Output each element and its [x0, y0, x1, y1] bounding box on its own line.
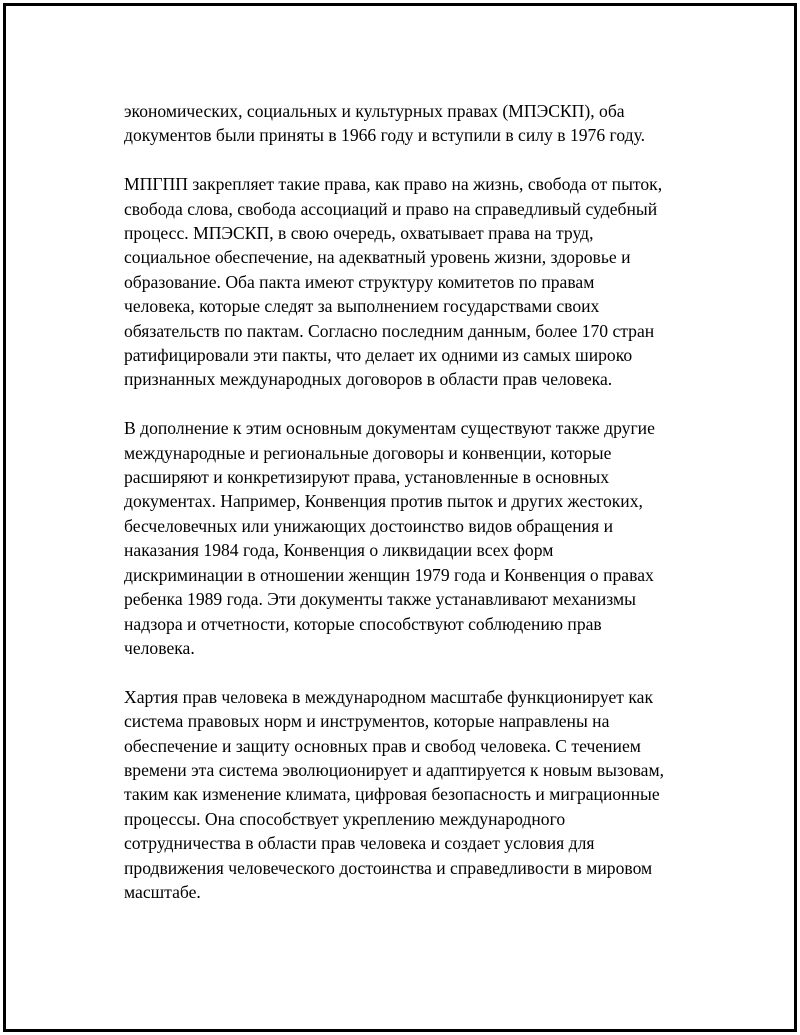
- text-line: наказания 1984 года, Конвенция о ликвидации всех форм: [124, 540, 554, 561]
- text-line: Хартия прав человека в международном масштабе функционирует как: [124, 686, 654, 707]
- text-line: ребенка 1989 года. Эти документы также устанавливают механизмы: [124, 589, 636, 610]
- paragraph-4: [124, 685, 700, 905]
- text-line: социальное обеспечение, на адекватный уровень жизни, здоровье и: [124, 247, 631, 268]
- text-line: обеспечение и защиту основных прав и свобод человека. С течением: [124, 735, 641, 756]
- text-line: экономических, социальных и культурных правах (МПЭСКП), оба: [124, 101, 625, 121]
- text-line: масштабе.: [124, 881, 201, 902]
- text-line: человека, которые следят за выполнением государствами своих: [124, 296, 600, 317]
- text-line: система правовых норм и инструментов, которые направлены на: [124, 711, 610, 732]
- paragraph-3: [124, 416, 700, 660]
- text-line: признанных международных договоров в области прав человека.: [124, 369, 613, 390]
- text-line: ратифицировали эти пакты, что делает их одними из самых широко: [124, 345, 633, 366]
- paragraph-2: [124, 172, 700, 392]
- text-line: сотрудничества в области прав человека и создает условия для: [124, 833, 595, 854]
- text-line: документов были приняты в 1966 году и вступили в силу в 1976 году.: [124, 125, 645, 146]
- text-line: документах. Например, Конвенция против пыток и других жестоких,: [124, 491, 643, 512]
- text-line: продвижения человеческого достоинства и справедливости в мировом: [124, 857, 653, 878]
- text-line: процессы. Она способствует укреплению международного: [124, 808, 566, 829]
- text-line: В дополнение к этим основным документам существуют также другие: [124, 418, 655, 439]
- document-body: [124, 99, 700, 929]
- text-line: надзора и отчетности, которые способствуют соблюдению прав: [124, 613, 602, 634]
- text-line: бесчеловечных или унижающих достоинство видов обращения и: [124, 515, 613, 536]
- text-line: таким как изменение климата, цифровая безопасность и миграционные: [124, 784, 660, 805]
- text-line: МПГПП закрепляет такие права, как право на жизнь, свобода от пыток,: [124, 174, 663, 195]
- text-line: времени эта система эволюционирует и адаптируется к новым вызовам,: [124, 759, 665, 780]
- text-line: обязательств по пактам. Согласно последним данным, более 170 стран: [124, 320, 655, 341]
- text-line: процесс. МПЭСКП, в свою очередь, охватывает права на труд,: [124, 223, 594, 244]
- text-line: человека.: [124, 637, 195, 658]
- page-frame: [3, 3, 797, 1032]
- text-line: образование. Оба пакта имеют структуру комитетов по правам: [124, 271, 595, 292]
- paragraph-1: [124, 99, 700, 148]
- text-line: расширяют и конкретизируют права, установленные в основных: [124, 467, 609, 488]
- text-line: международные и региональные договоры и конвенции, которые: [124, 442, 612, 463]
- text-line: дискриминации в отношении женщин 1979 года и Конвенция о правах: [124, 564, 654, 585]
- text-line: свобода слова, свобода ассоциаций и право на справедливый судебный: [124, 198, 658, 219]
